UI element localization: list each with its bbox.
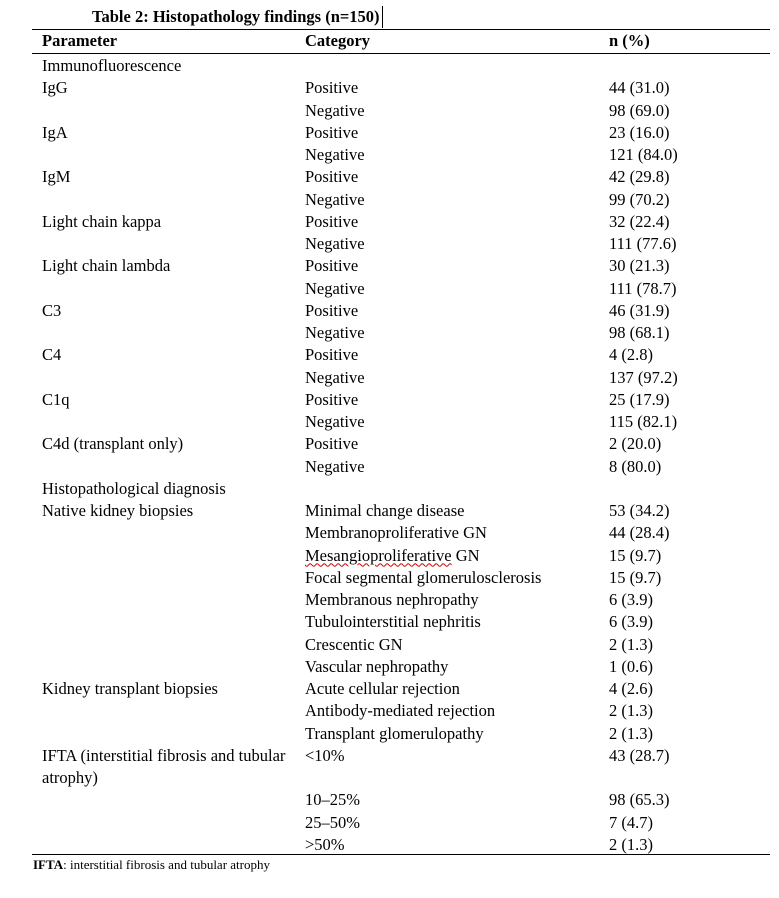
- cell-category: Mesangioproliferative GN: [305, 545, 480, 565]
- cell-category: 10–25%: [305, 790, 360, 810]
- table-row: [0, 723, 779, 745]
- table-row: [0, 500, 779, 522]
- table-bottom-rule: [32, 854, 770, 855]
- cell-category: Membranous nephropathy: [305, 590, 479, 609]
- cell-n-percent: 6 (3.9): [609, 590, 653, 609]
- cell-category: Minimal change disease: [305, 501, 465, 520]
- cell-category: 25–50%: [305, 812, 360, 832]
- cell-n-percent: 25 (17.9): [609, 389, 670, 409]
- header-category: Category: [305, 31, 371, 50]
- table-row: [0, 189, 779, 211]
- table-row: [0, 656, 779, 678]
- table-row: [0, 789, 779, 811]
- cell-parameter: IgA: [42, 122, 68, 142]
- cell-n-percent: 42 (29.8): [609, 167, 670, 187]
- table-row: [0, 211, 779, 233]
- cell-n-percent: 46 (31.9): [609, 300, 670, 320]
- cell-category: Positive: [305, 78, 359, 98]
- cell-parameter: Light chain kappa: [42, 211, 162, 231]
- table-row: [0, 745, 779, 790]
- table-row: [0, 100, 779, 122]
- cell-parameter: Histopathological diagnosis: [42, 478, 226, 498]
- table-row: [0, 545, 779, 567]
- cell-category: Negative: [305, 145, 365, 164]
- table-row: [0, 634, 779, 656]
- cell-category: Transplant glomerulopathy: [305, 723, 484, 743]
- cell-n-percent: 99 (70.2): [609, 189, 670, 209]
- table-row: [0, 55, 779, 77]
- footnote-text: : interstitial fibrosis and tubular atrophy: [63, 857, 270, 872]
- cell-n-percent: 2 (1.3): [609, 834, 653, 854]
- cell-n-percent: 7 (4.7): [609, 812, 653, 832]
- cell-category: Negative: [305, 412, 365, 431]
- table-row: [0, 122, 779, 144]
- cell-n-percent: 111 (77.6): [609, 234, 677, 253]
- table-row: [0, 589, 779, 611]
- cell-category: Negative: [305, 234, 365, 253]
- cell-n-percent: 137 (97.2): [609, 367, 678, 387]
- table-row: [0, 166, 779, 188]
- cell-n-percent: 2 (1.3): [609, 701, 653, 721]
- cell-category: Acute cellular rejection: [305, 679, 460, 698]
- cell-n-percent: 8 (80.0): [609, 456, 662, 476]
- table-row: [0, 255, 779, 277]
- cell-category: Membranoproliferative GN: [305, 523, 487, 543]
- table-row: [0, 278, 779, 300]
- cell-category: Negative: [305, 323, 365, 342]
- cell-category: Crescentic GN: [305, 634, 403, 654]
- cell-category: Positive: [305, 389, 359, 409]
- table-row: [0, 389, 779, 411]
- header-parameter: Parameter: [42, 31, 118, 50]
- cell-parameter: IgG: [42, 78, 68, 98]
- cell-category: Positive: [305, 122, 359, 142]
- table-row: [0, 233, 779, 255]
- cell-n-percent: 44 (28.4): [609, 523, 670, 543]
- table-row: [0, 300, 779, 322]
- cell-n-percent: 98 (65.3): [609, 790, 670, 810]
- cell-n-percent: 115 (82.1): [609, 412, 678, 431]
- cell-category: Positive: [305, 434, 359, 454]
- cell-n-percent: 2 (20.0): [609, 434, 662, 454]
- table-row: [0, 478, 779, 500]
- cell-n-percent: 43 (28.7): [609, 745, 670, 765]
- table-row: [0, 611, 779, 633]
- cell-category: Negative: [305, 367, 365, 387]
- cell-n-percent: 111 (78.7): [609, 278, 677, 298]
- table-row: [0, 144, 779, 166]
- cell-n-percent: 98 (68.1): [609, 323, 670, 342]
- cell-n-percent: 121 (84.0): [609, 145, 678, 164]
- header-n-percent: n (%): [609, 31, 650, 50]
- table-body: [0, 55, 779, 856]
- cell-category: Positive: [305, 345, 359, 365]
- table-row: [0, 411, 779, 433]
- table-row: [0, 522, 779, 544]
- cell-n-percent: 15 (9.7): [609, 545, 662, 565]
- cell-parameter: C4: [42, 345, 62, 365]
- table-header-rule: [32, 53, 770, 54]
- cell-n-percent: 44 (31.0): [609, 78, 670, 98]
- cell-parameter: IgM: [42, 167, 71, 187]
- cell-n-percent: 15 (9.7): [609, 567, 662, 587]
- table-row: [0, 322, 779, 344]
- cell-category: >50%: [305, 834, 345, 854]
- cell-category: Antibody-mediated rejection: [305, 701, 496, 721]
- cell-parameter: Light chain lambda: [42, 256, 171, 276]
- cell-n-percent: 4 (2.8): [609, 345, 653, 365]
- cell-n-percent: 1 (0.6): [609, 656, 653, 676]
- spellcheck-flagged-word: Mesangioproliferative: [305, 545, 452, 565]
- cell-category: Negative: [305, 189, 365, 209]
- footnote-term: IFTA: [33, 857, 64, 872]
- cell-category: Negative: [305, 278, 365, 298]
- table-row: [0, 367, 779, 389]
- cell-category: Positive: [305, 300, 359, 320]
- table-row: [0, 812, 779, 834]
- cell-n-percent: 6 (3.9): [609, 612, 653, 632]
- cell-category: Positive: [305, 167, 359, 187]
- cell-n-percent: 23 (16.0): [609, 122, 670, 142]
- cell-n-percent: 2 (1.3): [609, 723, 653, 743]
- table-row: [0, 678, 779, 700]
- cell-category: Positive: [305, 256, 359, 276]
- cell-n-percent: 32 (22.4): [609, 211, 670, 231]
- cell-category: Negative: [305, 456, 365, 476]
- cell-category: Positive: [305, 211, 359, 231]
- cell-n-percent: 2 (1.3): [609, 634, 653, 654]
- cell-n-percent: 4 (2.6): [609, 679, 653, 698]
- table-row: [0, 700, 779, 722]
- cell-parameter: C1q: [42, 389, 70, 409]
- cell-parameter: Native kidney biopsies: [42, 501, 194, 520]
- cell-category: Vascular nephropathy: [305, 656, 449, 676]
- cell-n-percent: 98 (69.0): [609, 100, 670, 120]
- cell-parameter: Kidney transplant biopsies: [42, 679, 218, 698]
- cell-parameter: C4d (transplant only): [42, 434, 184, 454]
- table-row: [0, 344, 779, 366]
- table-row: [0, 433, 779, 455]
- table-caption: Table 2: Histopathology findings (n=150): [92, 6, 383, 28]
- cell-category: Tubulointerstitial nephritis: [305, 612, 481, 632]
- table-row: [0, 456, 779, 478]
- cell-n-percent: 30 (21.3): [609, 256, 670, 276]
- table-row: [0, 77, 779, 99]
- cell-parameter: C3: [42, 300, 62, 320]
- cell-category: <10%: [305, 745, 345, 765]
- table-header-row: [0, 30, 779, 52]
- cell-category: Negative: [305, 100, 365, 120]
- cell-parameter: IFTA (interstitial fibrosis and tubular atrophy): [42, 745, 286, 787]
- table-row: [0, 567, 779, 589]
- cell-n-percent: 53 (34.2): [609, 501, 670, 520]
- table-row: [0, 834, 779, 856]
- table-footnote: [33, 857, 270, 873]
- cell-parameter: Immunofluorescence: [42, 56, 182, 75]
- cell-category: Focal segmental glomerulosclerosis: [305, 567, 542, 587]
